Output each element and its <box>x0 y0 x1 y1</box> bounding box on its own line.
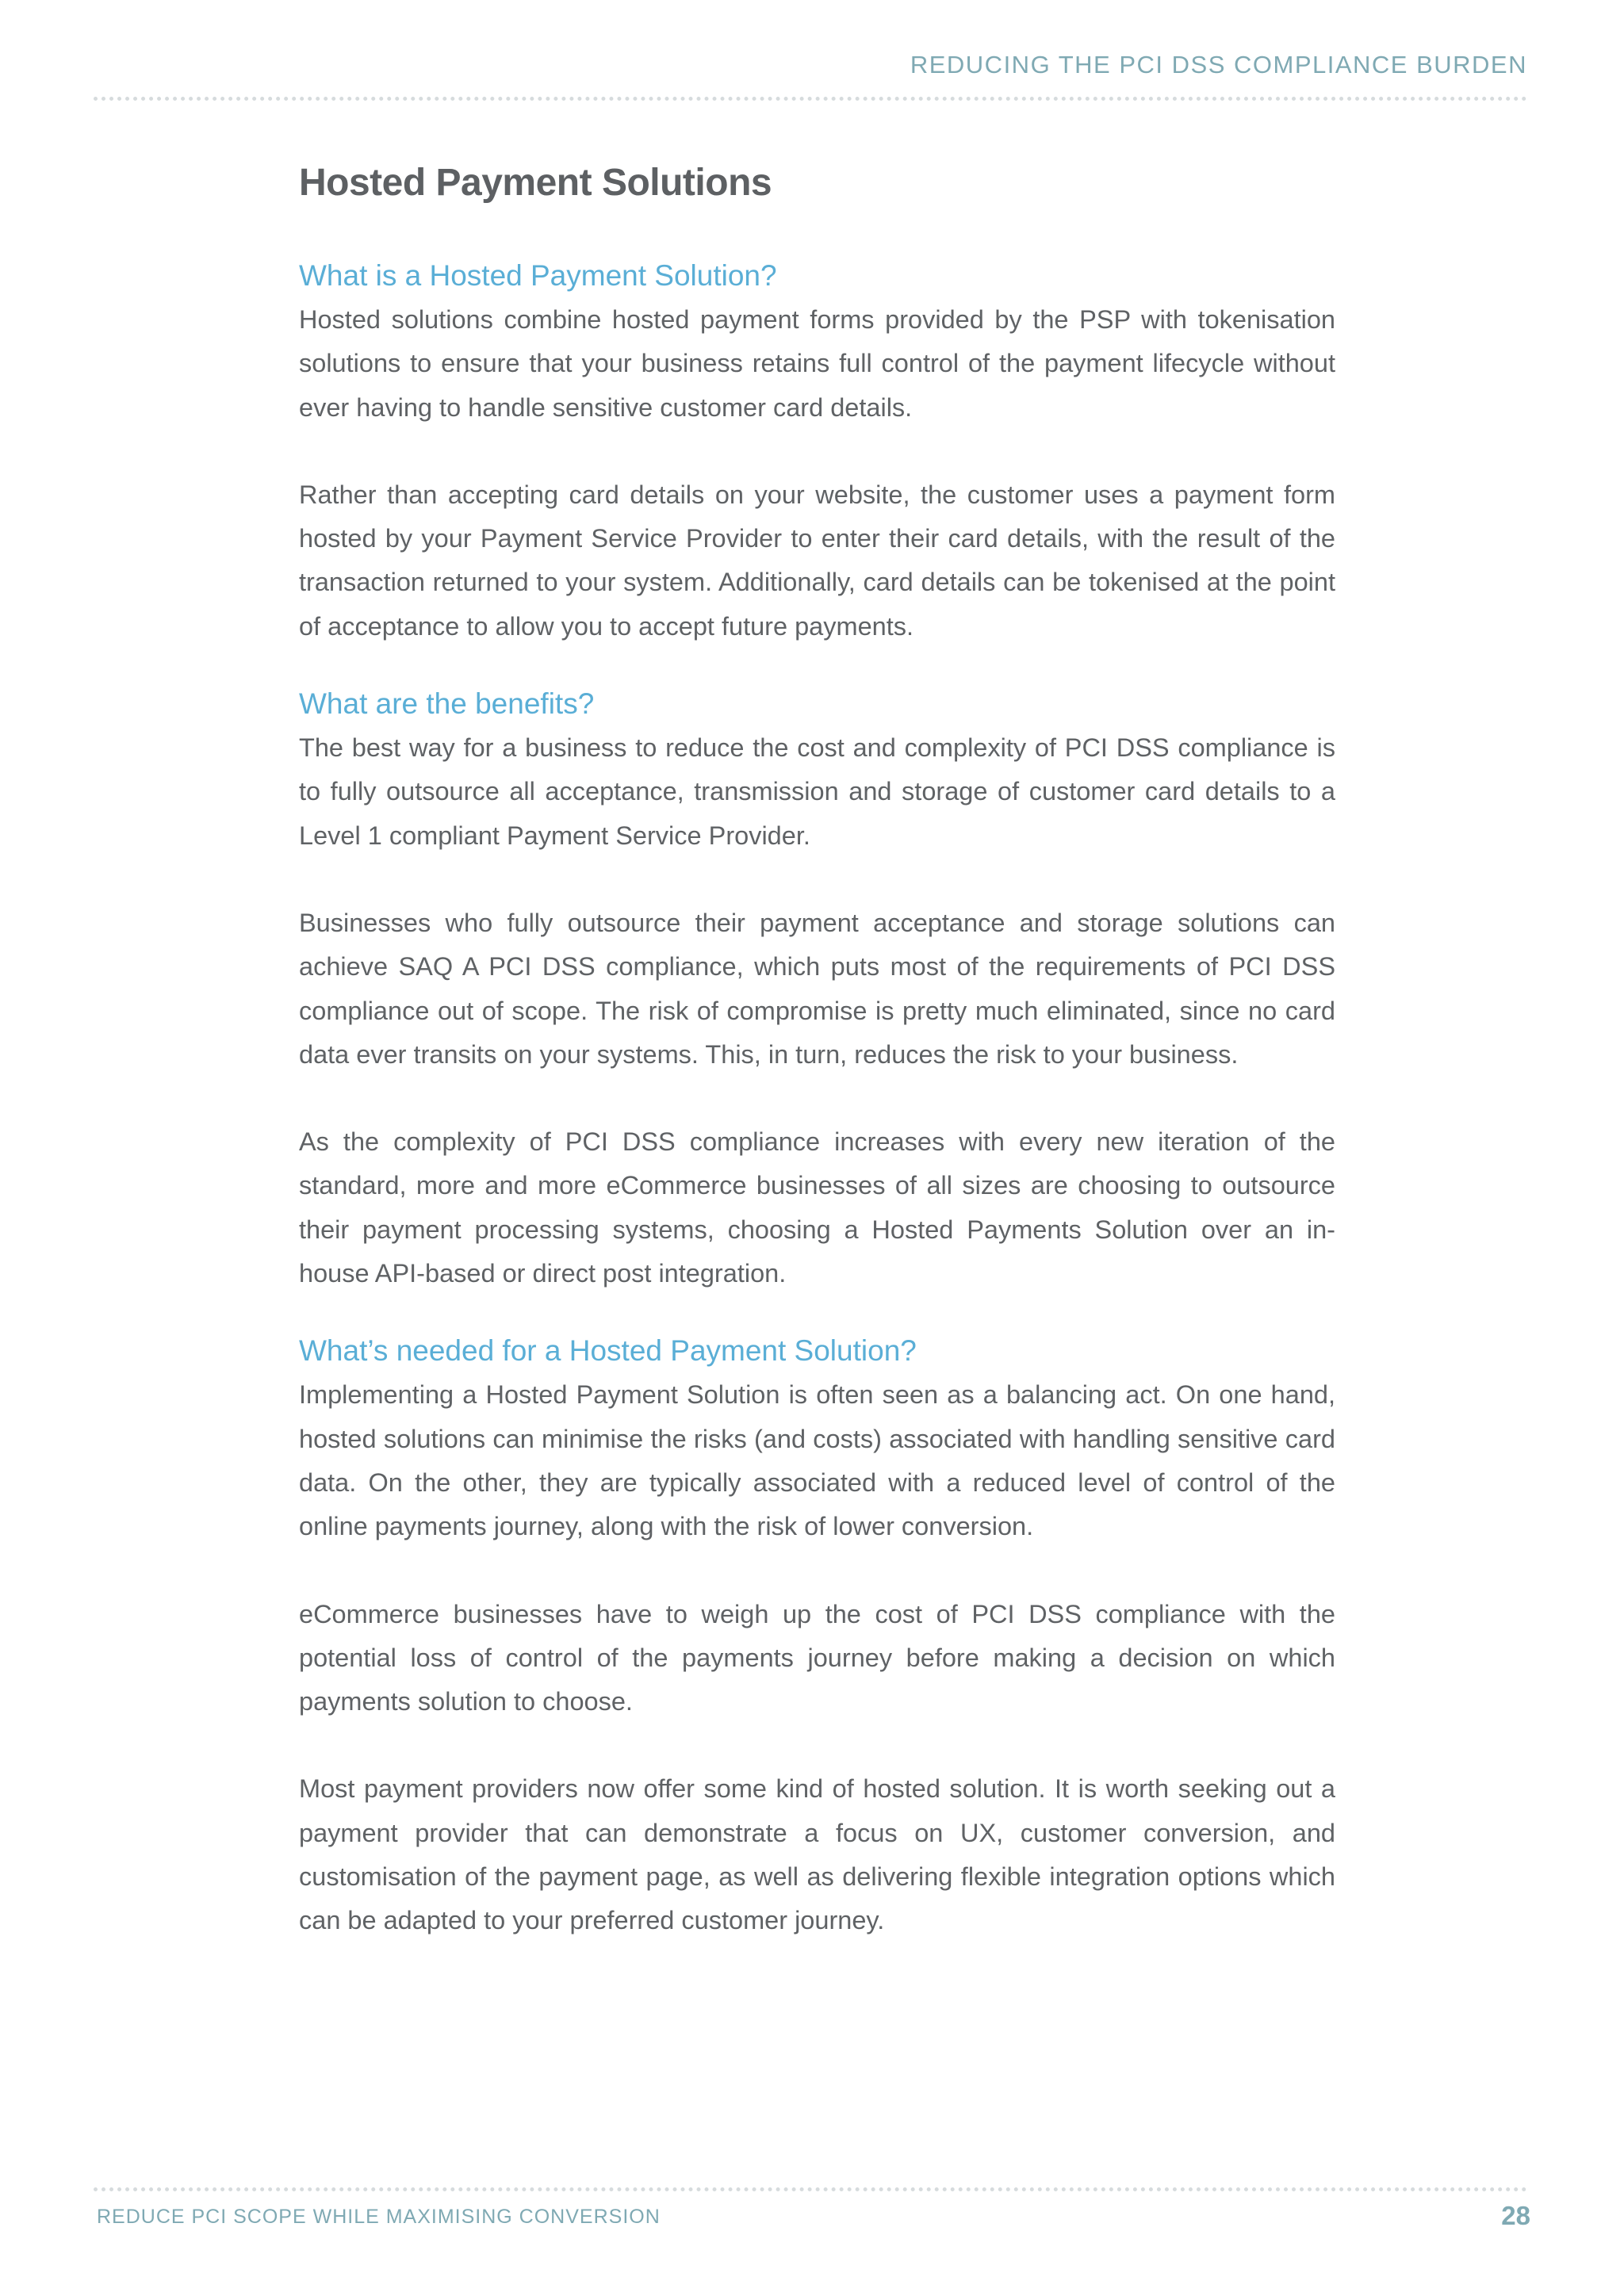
running-footer: REDUCE PCI SCOPE WHILE MAXIMISING CONVERSION <box>97 2206 661 2228</box>
paragraph: Hosted solutions combine hosted payment forms provided by the PSP with tokenisation solutions to ensure that your business retains full control of the payment lifecycle without ever having to handle sensitive customer card details. <box>299 305 1335 422</box>
paragraph: The best way for a business to reduce the cost and complexity of PCI DSS compliance is to fully outsource all acceptance, transmission and storage of customer card details to a Level 1 compliant Payment Service Provider. <box>299 733 1335 850</box>
paragraph: Implementing a Hosted Payment Solution is often seen as a balancing act. On one hand, hosted solutions can minimise the risks (and costs) associated with handling sensitive card data. On the other, they are typically associated with a reduced level of control of the online payments journey, along with the risk of lower conversion. <box>299 1380 1335 1541</box>
paragraph: As the complexity of PCI DSS compliance increases with every new iteration of the standard, more and more eCommerce businesses of all sizes are choosing to outsource their payment processing systems, choosing a Hosted Payments Solution over an in-house API-based or direct post integration. <box>299 1127 1335 1288</box>
paragraph: eCommerce businesses have to weigh up the cost of PCI DSS compliance with the potential loss of control of the payments journey before making a decision on which payments solution to choose. <box>299 1599 1335 1716</box>
header-divider <box>94 97 1527 101</box>
running-header: REDUCING THE PCI DSS COMPLIANCE BURDEN <box>910 51 1527 78</box>
page-number: 28 <box>1501 2201 1530 2230</box>
page-title: Hosted Payment Solutions <box>299 162 772 204</box>
paragraph: Most payment providers now offer some kind of hosted solution. It is worth seeking out a payment provider that can demonstrate a focus on UX, customer conversion, and customisation of the payment page, as well as delivering flexible integration options which can be adapted to your preferred customer journey. <box>299 1774 1335 1935</box>
section-whats-needed <box>299 1330 1335 1942</box>
section-what-is <box>299 255 1335 649</box>
section-heading: What are the benefits? <box>299 687 595 721</box>
paragraph: Businesses who fully outsource their payment acceptance and storage solutions can achieve SAQ A PCI DSS compliance, which puts most of the requirements of PCI DSS compliance out of scope. The risk of compromise is pretty much eliminated, since no card data ever transits on your systems. This, in turn, reduces the risk to your business. <box>299 908 1335 1069</box>
footer-divider <box>94 2187 1527 2191</box>
section-benefits <box>299 683 1335 1295</box>
paragraph: Rather than accepting card details on your website, the customer uses a payment form hosted by your Payment Service Provider to enter their card details, with the result of the transaction returned to your system. Additionally, card details can be tokenised at the point of acceptance to allow you to accept future payments. <box>299 480 1335 641</box>
section-heading: What’s needed for a Hosted Payment Solution? <box>299 1334 917 1368</box>
main-content <box>299 155 1335 1943</box>
section-heading: What is a Hosted Payment Solution? <box>299 259 777 292</box>
